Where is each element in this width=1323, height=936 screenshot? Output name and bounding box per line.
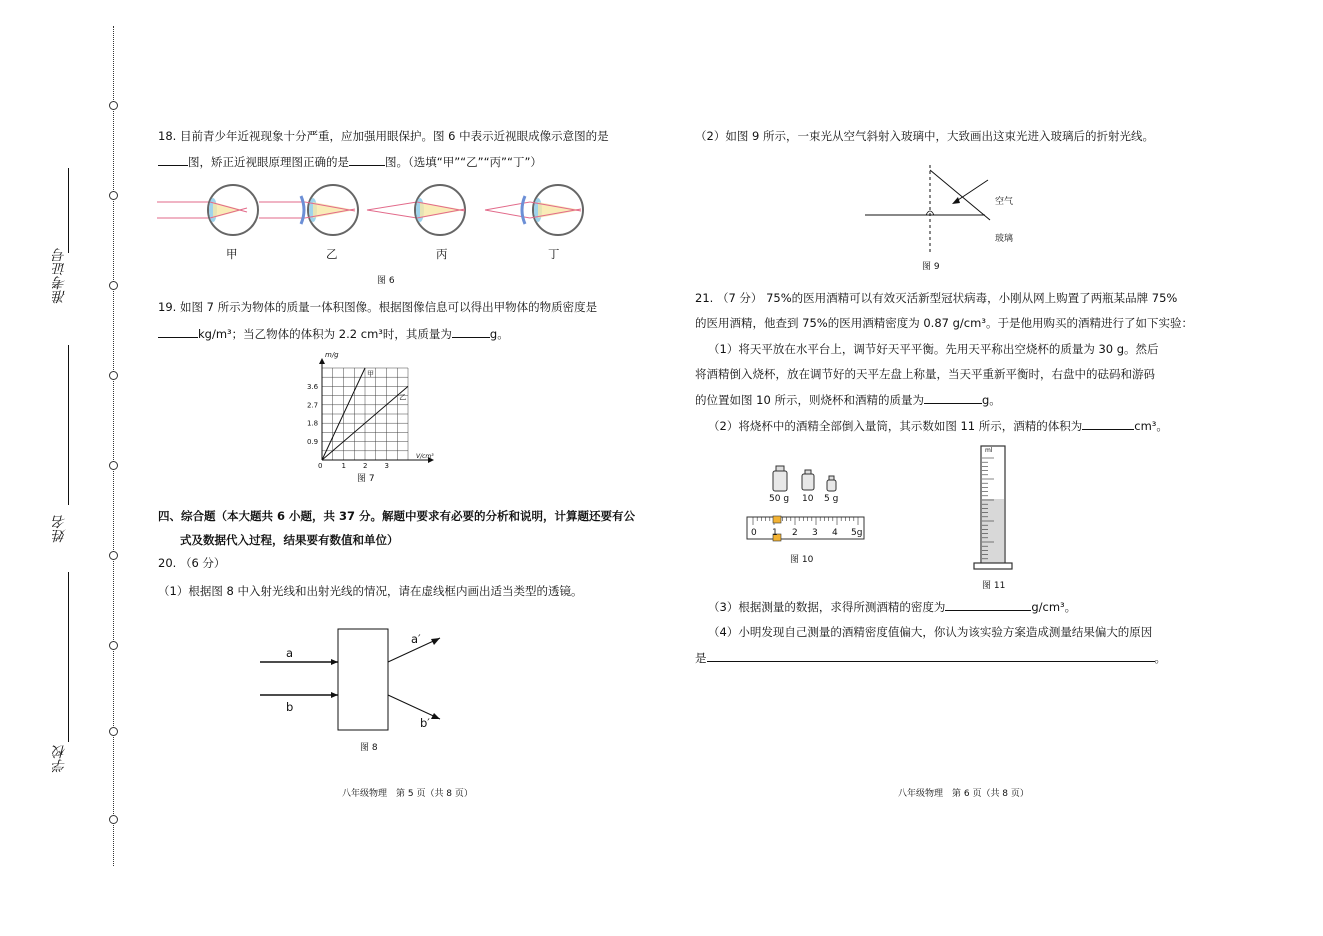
section4-title-line2: 式及数据代入过程，结果要有数值和单位） — [180, 533, 399, 547]
q21-p1-line1: （1）将天平放在水平台上，调节好天平平衡。先用天平称出空烧杯的质量为 30 g。然后 — [708, 342, 1159, 356]
name-line[interactable] — [68, 345, 69, 505]
figure-10-caption: 图 10 — [790, 555, 814, 565]
q18-line1: 18. 目前青少年近视现象十分严重，应加强用眼保护。图 6 中表示近视眼成像示意图的是 — [158, 129, 609, 143]
incident-ray-arrow — [955, 180, 988, 202]
figure-7-caption: 图 7 — [357, 474, 375, 484]
q21-blank-volume[interactable] — [1082, 417, 1134, 430]
figure-6-eyes — [155, 180, 595, 270]
weight-5g — [827, 476, 836, 491]
x-tick-label: 2 — [363, 462, 368, 470]
eye-diagram-yi — [259, 185, 358, 235]
weight-label-5: 5 g — [824, 494, 839, 504]
exam-number-label: 准考证号 — [52, 248, 68, 304]
ray-b-label: b — [286, 700, 294, 714]
binding-dotted-line — [113, 26, 114, 866]
q21-p3: （3）根据测量的数据，求得所测酒精的密度为 g/cm³。 — [708, 600, 1077, 614]
rider-top — [773, 516, 781, 523]
eye-diagram-jia — [157, 185, 258, 235]
series-label-yi: 乙 — [399, 393, 407, 402]
q18-line2: 图，矫正近视眼原理图正确的是 图。（选填“甲”“乙”“丙”“丁”） — [158, 153, 542, 170]
binding-hole — [109, 461, 118, 470]
cylinder-unit: ml — [985, 447, 993, 454]
q21-blank-density[interactable] — [945, 598, 1031, 611]
q20-part1: （1）根据图 8 中入射光线和出射光线的情况，请在虚线框内画出适当类型的透镜。 — [158, 584, 583, 598]
exam-number-line[interactable] — [68, 168, 69, 253]
series-label-jia: 甲 — [367, 370, 374, 378]
q19-blank-1[interactable] — [158, 325, 198, 338]
x-axis-label: V/cm³ — [416, 453, 434, 460]
eye-diagram-bing — [367, 185, 465, 235]
figure-11-caption: 图 11 — [982, 581, 1006, 591]
q20-title: 20. （6 分） — [158, 556, 226, 570]
ray-b-out — [388, 695, 440, 719]
school-label: 学校 — [52, 745, 68, 773]
chart-grid — [322, 368, 408, 460]
y-tick-label: 1.8 — [307, 419, 319, 428]
x-tick-label: 3 — [384, 462, 389, 470]
ray-b-out-label: b′ — [420, 716, 430, 730]
weight-50g — [773, 466, 787, 491]
section4-title-line1: 四、综合题（本大题共 6 小题，共 37 分。解题中要求有必要的分析和说明，计算题还要有公 — [158, 509, 636, 523]
left-page-footer: 八年级物理 第 5 页（共 8 页） — [342, 789, 473, 799]
eye-label-4: 丁 — [548, 247, 560, 261]
q21-line2: 的医用酒精，他查到 75%的医用酒精密度为 0.87 g/cm³。于是他用购买的酒精进行了如下实验： — [695, 316, 1193, 330]
q21-blank-reason[interactable] — [707, 649, 1155, 662]
ray-a-label: a — [286, 646, 294, 660]
eye-label-2: 乙 — [326, 247, 338, 261]
figure-9-caption: 图 9 — [922, 262, 940, 272]
q20-part2: （2）如图 9 所示，一束光从空气斜射入玻璃中，大致画出这束光进入玻璃后的折射光线。 — [695, 129, 1154, 143]
y-tick-label: 0.9 — [307, 438, 319, 447]
incident-ray — [930, 170, 990, 220]
q21-p2: （2）将烧杯中的酒精全部倒入量筒，其示数如图 11 所示，酒精的体积为 cm³。 — [708, 419, 1168, 433]
glass-label: 玻璃 — [995, 234, 1014, 244]
y-axis-label: m/g — [325, 351, 339, 359]
scale-label-2: 2 — [792, 528, 798, 538]
scale-label-5: 5g — [851, 528, 863, 538]
binding-hole — [109, 815, 118, 824]
figure-8-caption: 图 8 — [360, 743, 378, 753]
figure-9-refraction — [860, 160, 1020, 260]
q21-line1: 21. （7 分） 75%的医用酒精可以有效灭活新型冠状病毒，小刚从网上购置了两瓶某品牌 75% — [695, 291, 1178, 305]
scale-label-0: 0 — [751, 528, 757, 538]
scale-label-3: 3 — [812, 528, 818, 538]
air-label: 空气 — [995, 197, 1014, 207]
binding-hole — [109, 727, 118, 736]
eye-diagram-ding — [485, 185, 583, 235]
weight-10g — [802, 470, 814, 490]
binding-hole — [109, 371, 118, 380]
q21-p1-line3: 的位置如图 10 所示，则烧杯和酒精的质量为 g。 — [695, 393, 1001, 407]
ray-a-out-label: a′ — [411, 632, 421, 646]
figure-11-cylinder — [972, 444, 1014, 572]
eye-label-3: 丙 — [436, 247, 448, 261]
weight-label-50: 50 g — [769, 494, 790, 504]
y-tick-label: 2.7 — [307, 401, 319, 410]
binding-hole — [109, 281, 118, 290]
figure-6-caption: 图 6 — [377, 276, 395, 286]
q18-blank-2[interactable] — [349, 153, 385, 166]
binding-hole — [109, 641, 118, 650]
school-line[interactable] — [68, 572, 69, 742]
binding-hole — [109, 551, 118, 560]
rider-scale — [747, 516, 864, 541]
cylinder-base — [974, 563, 1012, 569]
q21-p4-line2: 是 。 — [695, 651, 1166, 665]
weight-label-10: 10 — [802, 494, 814, 504]
x-tick-label: 1 — [341, 462, 346, 470]
q19-line1: 19. 如图 7 所示为物体的质量一体积图像。根据图像信息可以得出甲物体的物质密度是 — [158, 300, 598, 314]
lens-box — [338, 629, 388, 730]
scale-label-1: 1 — [772, 528, 778, 538]
q21-blank-mass[interactable] — [924, 391, 982, 404]
binding-hole — [109, 101, 118, 110]
q19-line2: kg/m³；当乙物体的体积为 2.2 cm³时，其质量为 g。 — [158, 325, 509, 342]
right-page-footer: 八年级物理 第 6 页（共 8 页） — [898, 789, 1029, 799]
q18-blank-1[interactable] — [158, 153, 188, 166]
name-label: 姓名 — [52, 515, 68, 543]
y-tick-label: 3.6 — [307, 382, 319, 391]
figure-7-chart — [300, 348, 450, 470]
x-tick-label: 0 — [318, 462, 323, 470]
q21-p4-line1: （4）小明发现自己测量的酒精密度值偏大，你认为该实验方案造成测量结果偏大的原因 — [708, 625, 1153, 639]
scale-label-4: 4 — [832, 528, 838, 538]
binding-hole — [109, 191, 118, 200]
q19-blank-2[interactable] — [452, 325, 490, 338]
eye-label-1: 甲 — [226, 247, 238, 261]
q21-p1-line2: 将酒精倒入烧杯，放在调节好的天平左盘上称量，当天平重新平衡时，右盘中的砝码和游码 — [695, 367, 1155, 381]
